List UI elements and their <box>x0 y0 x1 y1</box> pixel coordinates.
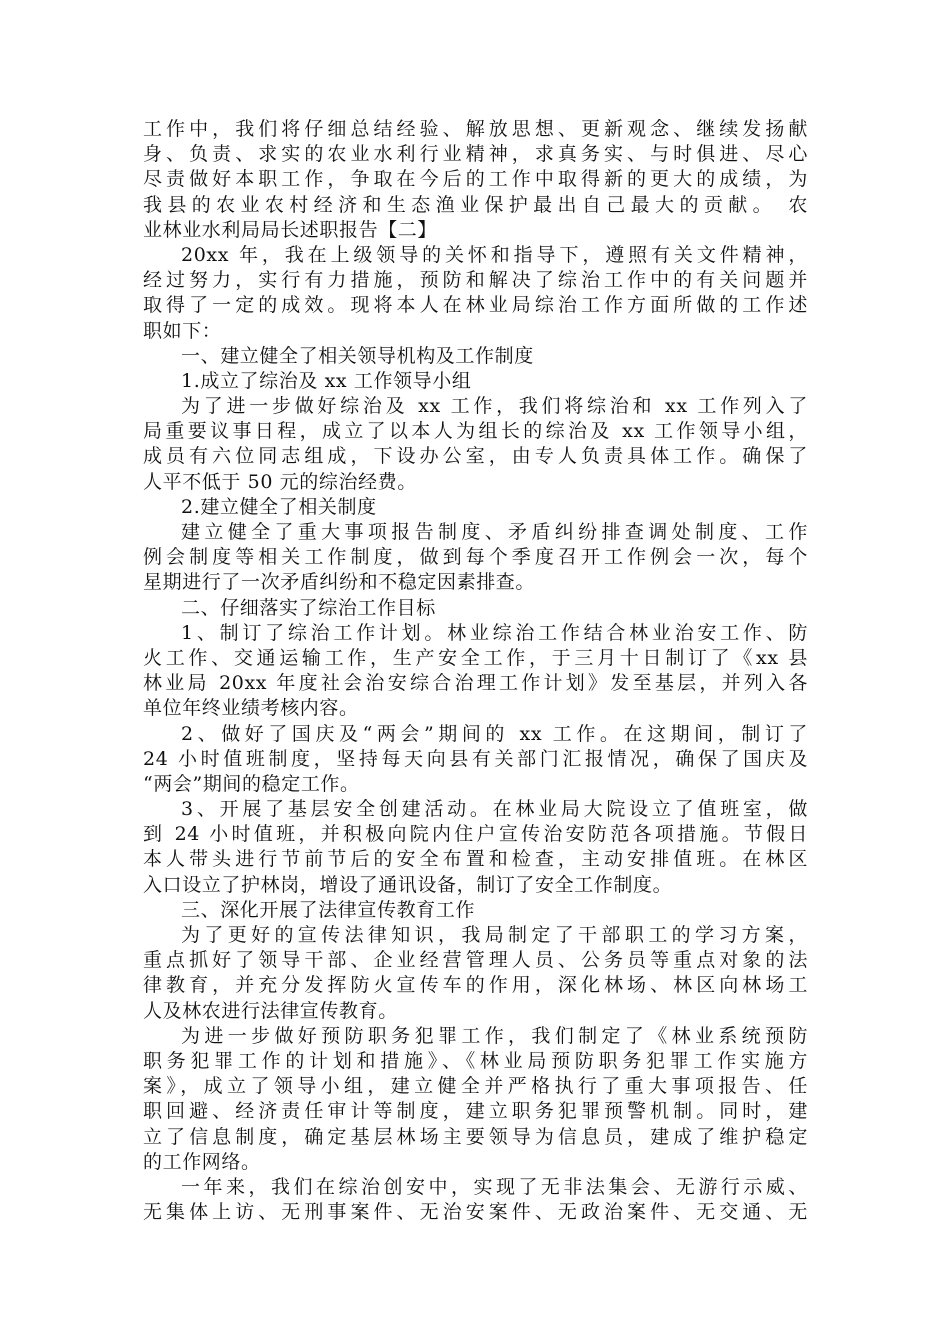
text-line: 星期进行了一次矛盾纠纷和不稳定因素排查。 <box>143 571 536 594</box>
text-line: 律教育，并充分发挥防火宣传车的作用，深化林场、林区向林场工 <box>143 974 808 997</box>
text-line: 火工作、交通运输工作，生产安全工作，于三月十日制订了《xx 县 <box>143 646 808 669</box>
text-line: 人平不低于 50 元的综治经费。 <box>143 470 417 493</box>
text-line: 本人带头进行节前节后的安全布置和检查，主动安排值班。在林区 <box>143 848 808 871</box>
document-body <box>143 117 808 1225</box>
text-line: 林业局 20xx 年度社会治安综合治理工作计划》发至基层，并列入各 <box>143 672 808 695</box>
text-line: 取得了一定的成效。现将本人在林业局综治工作方面所做的工作述 <box>143 294 808 317</box>
text-line: 24 小时值班制度，坚持每天向县有关部门汇报情况，确保了国庆及 <box>143 747 808 770</box>
text-line: 无集体上访、无刑事案件、无治安案件、无政治案件、无交通、无 <box>143 1201 808 1224</box>
text-line: 的工作网络。 <box>143 1150 261 1173</box>
text-line: 经过努力，实行有力措施，预防和解决了综治工作中的有关问题并 <box>143 269 808 292</box>
text-line: 职务犯罪工作的计划和措施》、《林业局预防职务犯罪工作实施方 <box>143 1049 808 1072</box>
text-line: 一年来，我们在综治创安中，实现了无非法集会、无游行示威、 <box>181 1175 808 1198</box>
text-line: “两会”期间的稳定工作。 <box>143 772 360 795</box>
text-line: 工作中，我们将仔细总结经验、解放思想、更新观念、继续发扬献 <box>143 118 808 140</box>
text-line: 建立健全了重大事项报告制度、矛盾纠纷排查调处制度、工作 <box>181 521 808 543</box>
text-line: 成员有六位同志组成，下设办公室，由专人负责具体工作。确保了 <box>143 445 808 468</box>
text-line: 一、建立健全了相关领导机构及工作制度 <box>181 344 534 367</box>
text-line: 局重要议事日程，成立了以本人为组长的综治及 xx 工作领导小组， <box>143 420 808 443</box>
text-line: 重点抓好了领导干部、企业经营管理人员、公务员等重点对象的法 <box>143 949 808 972</box>
text-line: 身、负责、求实的农业水利行业精神，求真务实、与时俱进、尽心 <box>143 143 808 166</box>
text-line: 20xx 年，我在上级领导的关怀和指导下，遵照有关文件精神， <box>181 243 808 266</box>
text-line: 立了信息制度，确定基层林场主要领导为信息员，建成了维护稳定 <box>143 1125 808 1148</box>
text-line: 1.成立了综治及 xx 工作领导小组 <box>181 369 472 392</box>
text-line: 3、开展了基层安全创建活动。在林业局大院设立了值班室，做 <box>181 798 808 821</box>
text-line: 我县的农业农村经济和生态渔业保护最出自己最大的贡献。 农 <box>143 193 808 216</box>
text-line: 例会制度等相关工作制度，做到每个季度召开工作例会一次，每个 <box>143 546 808 569</box>
text-line: 为了更好的宣传法律知识，我局制定了干部职工的学习方案， <box>181 924 808 946</box>
text-line: 职如下： <box>143 319 222 342</box>
text-line: 人及林农进行法律宣传教育。 <box>143 999 398 1022</box>
text-line: 二、仔细落实了综治工作目标 <box>181 596 436 619</box>
text-line: 为了进一步做好综治及 xx 工作，我们将综治和 xx 工作列入了 <box>181 395 808 418</box>
text-line: 单位年终业绩考核内容。 <box>143 697 359 720</box>
text-line: 为进一步做好预防职务犯罪工作，我们制定了《林业系统预防 <box>181 1024 808 1047</box>
text-line: 到 24 小时值班，并积极向院内住户宣传治安防范各项措施。节假日 <box>143 823 808 846</box>
text-line: 业林业水利局局长述职报告【二】 <box>143 218 438 241</box>
text-line: 2、做好了国庆及“两会”期间的 xx 工作。在这期间，制订了 <box>181 722 808 745</box>
text-line: 入口设立了护林岗，增设了通讯设备，制订了安全工作制度。 <box>143 873 673 896</box>
text-line: 尽责做好本职工作，争取在今后的工作中取得新的更大的成绩，为 <box>143 168 808 191</box>
text-line: 2.建立健全了相关制度 <box>181 495 377 518</box>
text-line: 职回避、经济责任审计等制度，建立职务犯罪预警机制。同时，建 <box>143 1100 808 1123</box>
text-line: 案》，成立了领导小组，建立健全并严格执行了重大事项报告、任 <box>143 1075 808 1098</box>
text-line: 三、深化开展了法律宣传教育工作 <box>181 898 476 921</box>
text-line: 1、制订了综治工作计划。林业综治工作结合林业治安工作、防 <box>181 621 808 644</box>
